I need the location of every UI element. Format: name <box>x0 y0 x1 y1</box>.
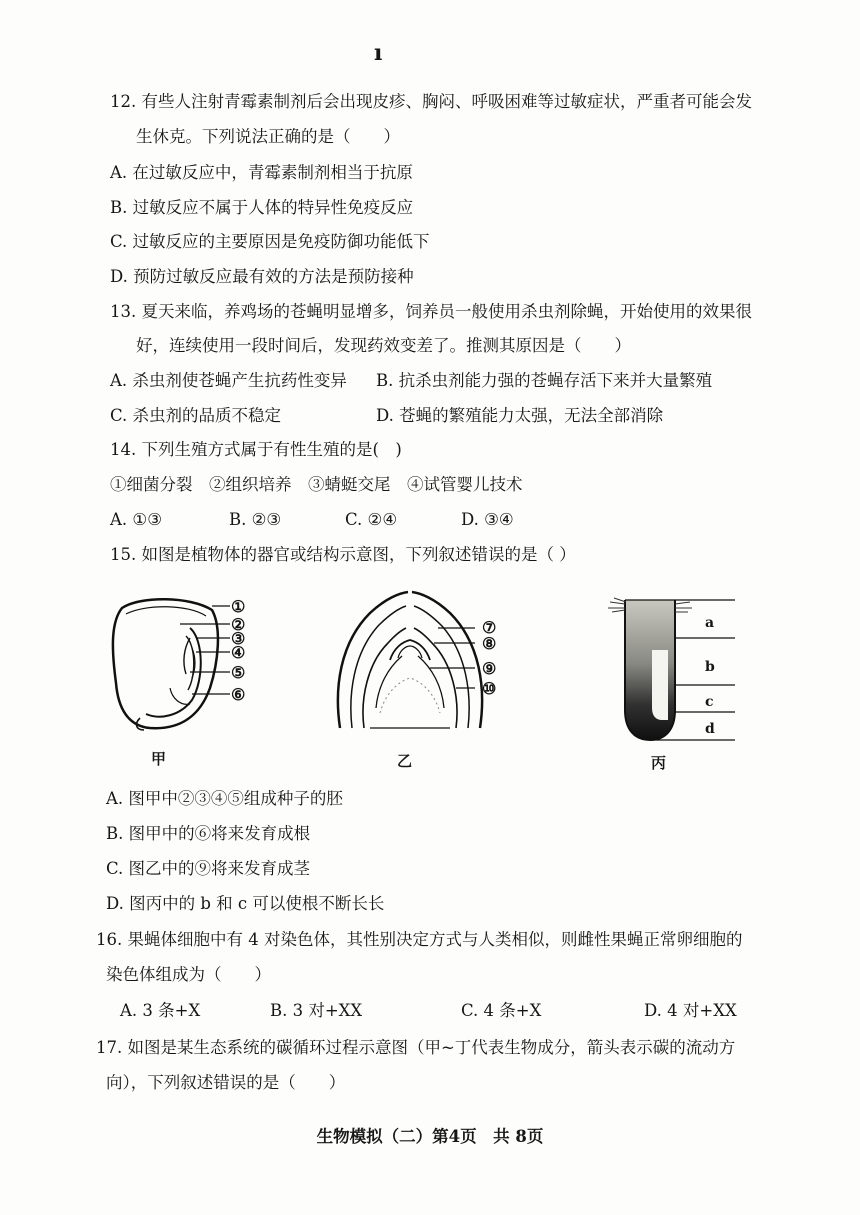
top-mark: ı <box>374 40 383 66</box>
q17-stem-line2: 向），下列叙述错误的是（ ） <box>106 1073 346 1092</box>
q13-option-b: B. 抗杀虫剂能力强的苍蝇存活下来并大量繁殖 <box>376 371 713 390</box>
bing-label-a: a <box>705 615 715 631</box>
page-footer: 生物模拟（二）第4页 共 8页 <box>316 1127 544 1146</box>
yi-label-10: ⑩ <box>482 679 497 698</box>
figure-yi-caption: 乙 <box>397 752 413 770</box>
q14-option-d: D. ③④ <box>461 510 514 529</box>
q16-stem-line1: 16. 果蝇体细胞中有 4 对染色体，其性别决定方式与人类相似，则雌性果蝇正常卵细胞的 <box>96 930 743 949</box>
figure-jia-seed <box>100 588 280 738</box>
q12-option-a: A. 在过敏反应中，青霉素制剂相当于抗原 <box>110 163 413 182</box>
q15-stem: 15. 如图是植物体的器官或结构示意图，下列叙述错误的是（ ） <box>110 545 576 564</box>
q15-option-b: B. 图甲中的⑥将来发育成根 <box>106 824 311 843</box>
yi-label-7: ⑦ <box>482 618 497 637</box>
q13-stem-line2: 好，连续使用一段时间后，发现药效变差了。推测其原因是（ ） <box>136 336 631 355</box>
q13-option-a: A. 杀虫剂使苍蝇产生抗药性变异 <box>110 371 347 390</box>
bing-label-c: c <box>705 694 714 710</box>
q14-option-c: C. ②④ <box>345 510 398 529</box>
q15-option-c: C. 图乙中的⑨将来发育成茎 <box>106 859 311 878</box>
q14-option-a: A. ①③ <box>110 510 162 529</box>
q12-option-b: B. 过敏反应不属于人体的特异性免疫反应 <box>110 198 414 217</box>
figure-bing-caption: 丙 <box>651 754 667 772</box>
q14-items: ①细菌分裂 ②组织培养 ③蜻蜓交尾 ④试管婴儿技术 <box>110 475 523 494</box>
jia-label-3: ③ <box>231 629 246 648</box>
q16-stem-line2: 染色体组成为（ ） <box>106 965 271 984</box>
q12-stem-line2: 生休克。下列说法正确的是（ ） <box>136 127 400 146</box>
q16-option-b: B. 3 对+XX <box>270 1001 363 1020</box>
q12-stem-line1: 12. 有些人注射青霉素制剂后会出现皮疹、胸闷、呼吸困难等过敏症状，严重者可能会发 <box>110 92 752 111</box>
jia-label-4: ④ <box>231 643 246 662</box>
q16-option-a: A. 3 条+X <box>120 1001 201 1020</box>
bing-label-d: d <box>705 721 715 737</box>
jia-label-2: ② <box>231 615 246 634</box>
figure-jia-caption: 甲 <box>151 750 167 768</box>
q12-option-d: D. 预防过敏反应最有效的方法是预防接种 <box>110 267 414 286</box>
q16-option-c: C. 4 条+X <box>461 1001 542 1020</box>
q13-option-c: C. 杀虫剂的品质不稳定 <box>110 406 282 425</box>
q13-option-d: D. 苍蝇的繁殖能力太强，无法全部消除 <box>376 406 664 425</box>
q15-option-a: A. 图甲中②③④⑤组成种子的胚 <box>106 789 343 808</box>
q12-option-c: C. 过敏反应的主要原因是免疫防御功能低下 <box>110 232 430 251</box>
q14-stem: 14. 下列生殖方式属于有性生殖的是( ) <box>110 440 402 459</box>
q14-option-b: B. ②③ <box>229 510 282 529</box>
bing-label-b: b <box>705 659 715 675</box>
jia-label-5: ⑤ <box>231 663 246 682</box>
figure-yi-bud <box>330 588 490 733</box>
q16-option-d: D. 4 对+XX <box>644 1001 737 1020</box>
jia-label-6: ⑥ <box>231 685 246 704</box>
q13-stem-line1: 13. 夏天来临，养鸡场的苍蝇明显增多，饲养员一般使用杀虫剂除蝇，开始使用的效果很 <box>110 302 752 321</box>
yi-label-8: ⑧ <box>482 634 497 653</box>
yi-label-9: ⑨ <box>482 659 497 678</box>
jia-label-1: ① <box>231 597 246 616</box>
q17-stem-line1: 17. 如图是某生态系统的碳循环过程示意图（甲~丁代表生物成分，箭头表示碳的流动方 <box>96 1038 736 1057</box>
figure-bing-root-tip <box>590 590 750 750</box>
q15-option-d: D. 图丙中的 b 和 c 可以使根不断长长 <box>106 894 385 913</box>
